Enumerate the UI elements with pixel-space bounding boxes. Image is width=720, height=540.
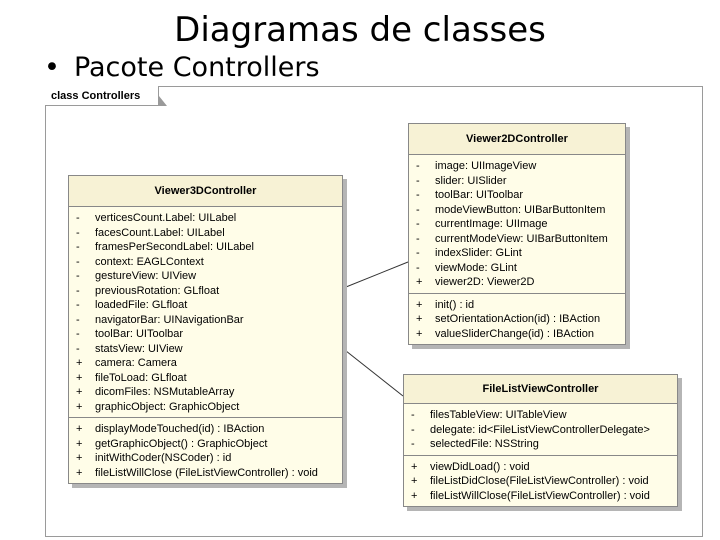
attribute-signature: slider: UISlider [435, 174, 507, 187]
visibility-marker: - [416, 189, 420, 201]
attribute-signature: fileToLoad: GLfloat [95, 371, 187, 384]
operations-section [404, 456, 677, 507]
attribute-row [69, 385, 342, 400]
attribute-row [409, 203, 625, 218]
attribute-signature: image: UIImageView [435, 160, 537, 172]
attribute-row [69, 240, 342, 255]
operation-row [69, 422, 342, 437]
visibility-marker: + [76, 437, 83, 450]
visibility-marker: - [76, 270, 80, 282]
attribute-row [69, 356, 342, 371]
operation-signature: getGraphicObject() : GraphicObject [95, 437, 268, 450]
attribute-row [409, 217, 625, 232]
attribute-signature: context: EAGLContext [95, 255, 204, 268]
visibility-marker: - [76, 255, 80, 268]
visibility-marker: - [411, 438, 415, 450]
attribute-row [409, 159, 625, 174]
visibility-marker: + [76, 466, 83, 479]
attributes-section [404, 404, 677, 456]
attribute-signature: toolBar: UIToolbar [435, 189, 524, 201]
attribute-row [409, 188, 625, 203]
visibility-marker: - [416, 261, 420, 274]
attribute-signature: verticesCount.Label: UILabel [95, 212, 237, 224]
class-viewer3d-controller[interactable] [68, 175, 343, 484]
visibility-marker: - [416, 160, 420, 172]
visibility-marker: + [416, 327, 423, 340]
operation-signature: displayModeTouched(id) : IBAction [95, 423, 265, 435]
attribute-signature: viewMode: GLint [435, 261, 517, 274]
visibility-marker: - [416, 247, 420, 259]
attribute-row [69, 298, 342, 313]
attribute-signature: filesTableView: UITableView [430, 409, 567, 421]
visibility-marker: - [76, 328, 80, 340]
attribute-signature: modeViewButton: UIBarButtonItem [435, 203, 606, 216]
bullet-symbol: • [44, 52, 60, 83]
attribute-row [69, 400, 342, 415]
operation-row [69, 437, 342, 452]
attribute-signature: facesCount.Label: UILabel [95, 226, 225, 239]
visibility-marker: - [411, 409, 415, 421]
attributes-section [69, 207, 342, 418]
attribute-signature: dicomFiles: NSMutableArray [95, 386, 235, 398]
visibility-marker: + [411, 489, 418, 502]
association-viewer3d-viewer2d [341, 262, 408, 289]
visibility-marker: - [76, 284, 80, 297]
visibility-marker: - [76, 226, 80, 239]
operations-section [409, 294, 625, 345]
operation-row [404, 489, 677, 504]
attribute-row [69, 371, 342, 386]
attribute-signature: camera: Camera [95, 357, 177, 369]
operation-signature: valueSliderChange(id) : IBAction [435, 327, 594, 340]
visibility-marker: + [76, 423, 83, 435]
attribute-signature: currentImage: UIImage [435, 218, 548, 230]
operation-signature: viewDidLoad() : void [430, 460, 530, 473]
visibility-marker: - [76, 342, 80, 355]
association-viewer3d-filelist [341, 347, 403, 396]
operation-signature: fileListDidClose(FileListViewController) : void [430, 475, 649, 487]
class-viewer2d-controller[interactable] [408, 123, 626, 345]
visibility-marker: + [76, 371, 83, 384]
visibility-marker: + [411, 475, 418, 487]
attribute-signature: loadedFile: GLfloat [95, 299, 188, 311]
visibility-marker: - [76, 241, 80, 253]
attribute-row [69, 255, 342, 270]
visibility-marker: - [76, 299, 80, 311]
attribute-signature: graphicObject: GraphicObject [95, 400, 240, 413]
attribute-row [404, 437, 677, 452]
slide-title: Diagramas de classes [174, 10, 546, 50]
visibility-marker: - [76, 313, 80, 326]
attribute-signature: selectedFile: NSString [430, 438, 539, 450]
attribute-row [409, 275, 625, 290]
visibility-marker: - [416, 203, 420, 216]
operations-section [69, 418, 342, 483]
visibility-marker: + [411, 460, 418, 473]
operation-signature: initWithCoder(NSCoder) : id [95, 452, 232, 464]
operation-signature: fileListWillClose(FileListViewController) : void [430, 489, 650, 502]
attribute-row [69, 313, 342, 328]
operation-row [409, 327, 625, 342]
class-name: FileListViewController [404, 375, 677, 404]
visibility-marker: + [416, 298, 423, 311]
attribute-signature: viewer2D: Viewer2D [435, 276, 535, 288]
attribute-signature: gestureView: UIView [95, 270, 197, 282]
attribute-row [409, 246, 625, 261]
attributes-section [409, 155, 625, 294]
visibility-marker: - [411, 423, 415, 436]
attribute-signature: toolBar: UIToolbar [95, 328, 184, 340]
operation-signature: init() : id [435, 298, 475, 311]
operation-row [69, 451, 342, 466]
attribute-signature: indexSlider: GLint [435, 247, 522, 259]
visibility-marker: - [416, 218, 420, 230]
attribute-row [409, 261, 625, 276]
attribute-signature: previousRotation: GLfloat [95, 284, 220, 297]
visibility-marker: + [416, 313, 423, 325]
attribute-signature: currentModeView: UIBarButtonItem [435, 232, 608, 245]
attribute-signature: delegate: id<FileListViewControllerDelegate> [430, 423, 650, 436]
attribute-row [409, 174, 625, 189]
package-label: class Controllers [45, 86, 159, 106]
operation-row [409, 312, 625, 327]
visibility-marker: + [76, 400, 83, 413]
attribute-row [69, 342, 342, 357]
bullet-text: Pacote Controllers [73, 52, 320, 83]
visibility-marker: + [416, 276, 423, 288]
attribute-signature: statsView: UIView [95, 342, 183, 355]
operation-row [69, 466, 342, 481]
class-name: Viewer3DController [69, 176, 342, 207]
visibility-marker: - [416, 232, 420, 245]
class-name: Viewer2DController [409, 124, 625, 155]
attribute-row [69, 269, 342, 284]
attribute-row [409, 232, 625, 247]
visibility-marker: + [76, 452, 83, 464]
operation-row [409, 298, 625, 313]
visibility-marker: + [76, 357, 83, 369]
visibility-marker: - [76, 212, 80, 224]
class-filelist-view-controller[interactable] [403, 374, 678, 507]
attribute-row [404, 408, 677, 423]
operation-signature: fileListWillClose (FileListViewController) : void [95, 466, 318, 479]
operation-row [404, 474, 677, 489]
attribute-row [69, 211, 342, 226]
attribute-row [69, 327, 342, 342]
attribute-row [404, 423, 677, 438]
attribute-signature: framesPerSecondLabel: UILabel [95, 241, 254, 253]
attribute-row [69, 284, 342, 299]
attribute-signature: navigatorBar: UINavigationBar [95, 313, 244, 326]
operation-signature: setOrientationAction(id) : IBAction [435, 313, 601, 325]
visibility-marker: + [76, 386, 83, 398]
attribute-row [69, 226, 342, 241]
visibility-marker: - [416, 174, 420, 187]
operation-row [404, 460, 677, 475]
